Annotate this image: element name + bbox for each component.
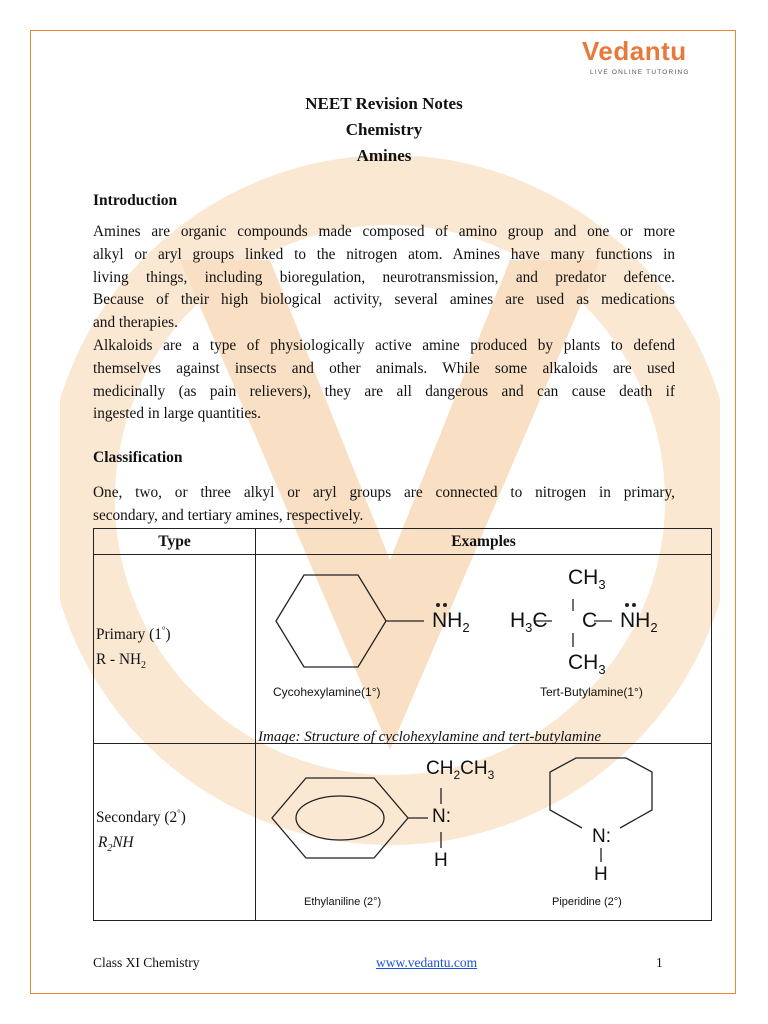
tbutyl-h3c-label: $H_3C$ [510, 609, 548, 636]
doc-subject: Chemistry [345, 120, 423, 139]
secondary-formula: $R_2NH$ [98, 834, 134, 855]
intro-paragraph-2: Alkaloids are a type of physiologically active amine produced by plants to defend themselves against insects and other animals. While some alkaloids are used medicinally (as pain relievers), they are all dangerous and can cause death if ingested in large quantities. [93, 337, 675, 423]
tbutyl-ch3-bottom-label: $CH_3$ [568, 651, 606, 678]
table-header-row [94, 529, 712, 555]
footer-class-label: Class XI Chemistry [93, 955, 200, 970]
doc-topic: Amines [356, 146, 412, 165]
tbutyl-ch3-top-label: $CH_3$ [568, 566, 606, 593]
logo-wordmark: Vedantu [582, 36, 687, 66]
ethyl-group-label: $CH_2CH_3$ [426, 758, 495, 782]
ethylaniline-nitrogen: N: [432, 806, 451, 827]
primary-label: Primary (1°) [96, 625, 171, 644]
secondary-label: Secondary (2°) [96, 808, 186, 827]
tbutylamine-name: Tert-Butylamine(1°) [540, 685, 643, 699]
tbutyl-central-carbon: C [582, 609, 598, 632]
column-header-examples: Examples [256, 529, 712, 555]
logo-tagline: LIVE ONLINE TUTORING [590, 69, 690, 76]
footer-page-number: 1 [656, 955, 663, 970]
vedantu-logo [582, 36, 688, 84]
column-header-type: Type [94, 529, 256, 555]
classification-heading: Classification [93, 449, 183, 466]
piperidine-nitrogen: N: [592, 826, 611, 847]
table-row-secondary [94, 744, 712, 921]
intro-paragraph-1: Amines are organic compounds made composed of amino group and one or more alkyl or aryl groups linked to the nitrogen atom. Amines have many functions in living things, including bioregulation, neurotransmission, and predator defence. Because of their high biological activity, several amines are used as medications and therapies. [93, 223, 675, 332]
ethylaniline-hydrogen: H [434, 850, 448, 871]
primary-formula: R - $NH_2$ [96, 651, 147, 672]
piperidine-hydrogen: H [594, 864, 608, 885]
table-row-primary [94, 555, 712, 744]
classification-paragraph: One, two, or three alkyl or aryl groups are connected to nitrogen in primary, secondary, and tertiary amines, respectively. [93, 484, 675, 524]
primary-image-caption: Image: Structure of cyclohexylamine and tert-butylamine [258, 729, 602, 745]
primary-examples-cell [256, 555, 712, 744]
intro-heading: Introduction [93, 192, 178, 209]
cyclohexylamine-name: Cycohexylamine(1°) [273, 685, 381, 699]
doc-title: NEET Revision Notes [305, 94, 463, 113]
ethylaniline-name: Ethylaniline (2°) [304, 896, 382, 908]
cyclohexylamine-nh2-label: $NH_2$ [432, 609, 470, 636]
tbutyl-nh2-label: $NH_2$ [620, 609, 658, 636]
primary-type-cell [94, 555, 256, 744]
piperidine-name: Piperidine (2°) [552, 896, 622, 908]
secondary-examples-cell [256, 744, 712, 921]
classification-table [93, 528, 712, 921]
footer-website-link[interactable]: www.vedantu.com [376, 955, 478, 970]
secondary-type-cell [94, 744, 256, 921]
cyclohexylamine-structure [256, 555, 712, 725]
